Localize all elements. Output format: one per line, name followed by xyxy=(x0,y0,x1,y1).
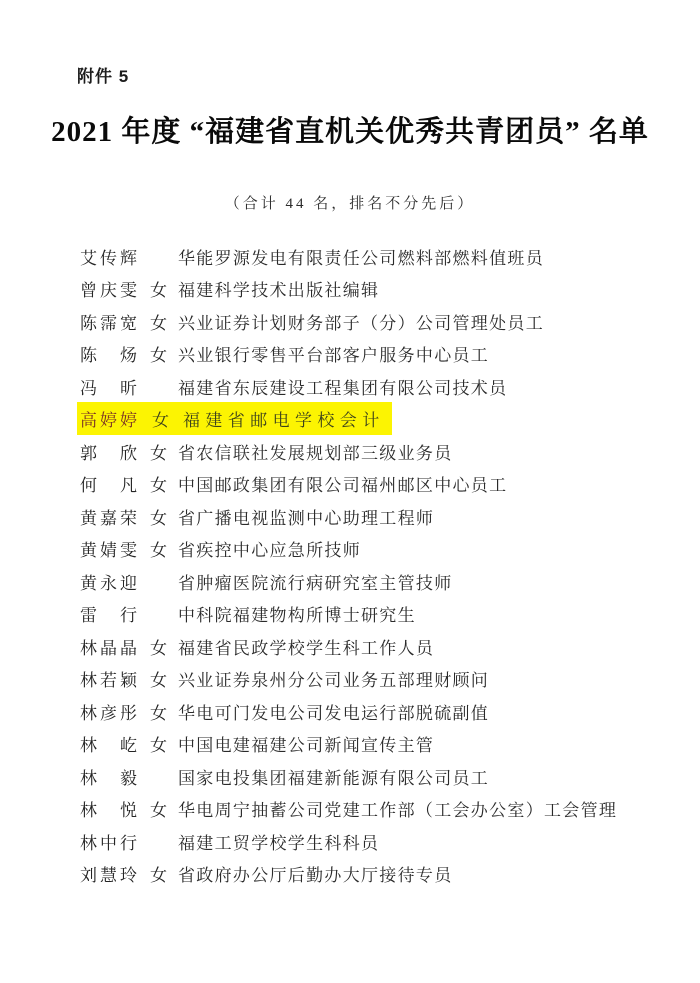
row-highlight-band xyxy=(80,536,361,561)
member-gender: 女 xyxy=(150,313,167,333)
member-unit: 兴业银行零售平台部客户服务中心员工 xyxy=(178,346,490,366)
member-row xyxy=(0,858,700,891)
member-name: 冯 昕 xyxy=(80,378,137,398)
row-highlight-band xyxy=(80,244,544,269)
member-name: 林 屹 xyxy=(80,736,137,756)
member-gender: 女 xyxy=(150,736,167,756)
member-unit: 福建工贸学校学生科科员 xyxy=(178,833,380,853)
member-unit: 省疾控中心应急所技师 xyxy=(178,541,361,561)
row-highlight-band xyxy=(80,861,453,886)
member-unit: 华电周宁抽蓄公司党建工作部（工会办公室）工会管理 xyxy=(178,801,618,821)
row-highlight-band xyxy=(80,796,617,821)
member-name: 林彦彤 xyxy=(80,703,137,723)
member-unit: 中科院福建物构所博士研究生 xyxy=(178,606,416,626)
member-gender: 女 xyxy=(150,443,167,463)
member-unit: 中国邮政集团有限公司福州邮区中心员工 xyxy=(178,476,508,496)
member-unit: 省肿瘤医院流行病研究室主管技师 xyxy=(178,573,453,593)
member-name: 雷 行 xyxy=(80,606,137,626)
attachment-label: 附件 5 xyxy=(77,67,130,86)
member-name: 郭 欣 xyxy=(80,443,137,463)
member-name: 陈 炀 xyxy=(80,346,137,366)
member-row xyxy=(0,500,700,533)
member-unit: 华电可门发电公司发电运行部脱硫副值 xyxy=(178,703,490,723)
row-highlight-band xyxy=(80,341,489,366)
member-row xyxy=(0,468,700,501)
member-gender: 女 xyxy=(150,801,167,821)
member-name: 林 毅 xyxy=(80,768,137,788)
member-gender: 女 xyxy=(150,476,167,496)
member-unit: 华能罗源发电有限责任公司燃料部燃料值班员 xyxy=(178,248,544,268)
member-row xyxy=(0,760,700,793)
member-gender: 女 xyxy=(150,541,167,561)
member-gender: 女 xyxy=(150,508,167,528)
member-name: 林若颖 xyxy=(80,671,137,691)
member-unit: 兴业证券泉州分公司业务五部理财顾问 xyxy=(178,671,490,691)
row-highlight-band xyxy=(77,402,392,435)
row-highlight-band xyxy=(80,504,434,529)
member-unit: 福建省邮电学校会计 xyxy=(183,411,385,431)
member-name: 林 悦 xyxy=(80,801,137,821)
row-highlight-band xyxy=(80,276,379,301)
member-gender: 女 xyxy=(150,671,167,691)
member-gender: 女 xyxy=(150,346,167,366)
member-name: 林中行 xyxy=(80,833,137,853)
member-name: 何 凡 xyxy=(80,476,137,496)
member-row xyxy=(0,565,700,598)
member-unit: 省广播电视监测中心助理工程师 xyxy=(178,508,435,528)
member-row xyxy=(0,630,700,663)
row-highlight-band xyxy=(80,829,379,854)
member-row xyxy=(0,695,700,728)
member-unit: 福建省民政学校学生科工作人员 xyxy=(178,638,435,658)
member-unit: 福建科学技术出版社编辑 xyxy=(178,281,380,301)
member-gender: 女 xyxy=(150,281,167,301)
row-highlight-band xyxy=(80,699,489,724)
page-subtitle: （合计 44 名，排名不分先后） xyxy=(224,196,476,212)
member-name: 黄嘉荣 xyxy=(80,508,137,528)
member-row xyxy=(0,273,700,306)
member-gender: 女 xyxy=(150,703,167,723)
member-unit: 国家电投集团福建新能源有限公司员工 xyxy=(178,768,490,788)
member-gender: 女 xyxy=(152,411,169,431)
row-highlight-band xyxy=(80,569,453,594)
member-list xyxy=(0,240,700,890)
row-highlight-band xyxy=(80,374,507,399)
member-name: 刘慧玲 xyxy=(80,866,137,886)
row-highlight-band xyxy=(80,471,507,496)
row-highlight-band xyxy=(80,666,489,691)
member-gender: 女 xyxy=(150,638,167,658)
member-row xyxy=(0,338,700,371)
member-unit: 省政府办公厅后勤办大厅接待专员 xyxy=(178,866,453,886)
member-unit: 中国电建福建公司新闻宣传主管 xyxy=(178,736,435,756)
member-name: 艾传辉 xyxy=(80,248,137,268)
member-name: 黄永迎 xyxy=(80,573,137,593)
row-highlight-band xyxy=(80,634,434,659)
member-row xyxy=(0,825,700,858)
member-unit: 福建省东辰建设工程集团有限公司技术员 xyxy=(178,378,508,398)
member-name: 黄婧雯 xyxy=(80,541,137,561)
member-name: 陈霈宽 xyxy=(80,313,137,333)
member-row xyxy=(0,663,700,696)
row-highlight-band xyxy=(80,731,434,756)
member-name: 林晶晶 xyxy=(80,638,137,658)
member-row xyxy=(0,598,700,631)
member-name: 曾庆雯 xyxy=(80,281,137,301)
member-row xyxy=(0,728,700,761)
member-row xyxy=(0,403,700,436)
member-row xyxy=(0,435,700,468)
member-row xyxy=(0,240,700,273)
member-unit: 省农信联社发展规划部三级业务员 xyxy=(178,443,453,463)
row-highlight-band xyxy=(80,601,416,626)
member-name: 高婷婷 xyxy=(80,411,137,431)
member-row xyxy=(0,793,700,826)
member-row xyxy=(0,533,700,566)
member-row xyxy=(0,370,700,403)
row-highlight-band xyxy=(80,439,453,464)
row-highlight-band xyxy=(80,309,544,334)
member-row xyxy=(0,305,700,338)
page-title: 2021 年度 “福建省直机关优秀共青团员” 名单 xyxy=(51,116,649,148)
member-gender: 女 xyxy=(150,866,167,886)
row-highlight-band xyxy=(80,764,489,789)
member-unit: 兴业证券计划财务部子（分）公司管理处员工 xyxy=(178,313,544,333)
